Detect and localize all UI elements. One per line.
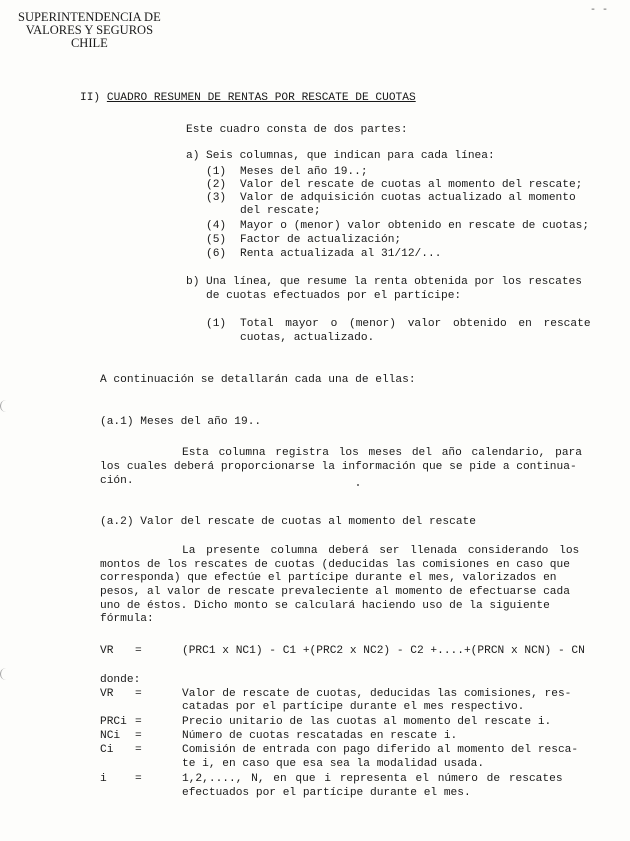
institution-header	[18, 11, 161, 50]
definition-eq: =	[135, 730, 142, 742]
definition-eq: =	[135, 688, 142, 700]
formula-eq: =	[135, 645, 142, 657]
list-item-text: Renta actualizada al 31/12/...	[240, 248, 442, 260]
definition-symbol: i	[100, 773, 107, 785]
a2-paragraph-line: montos de los rescates de cuotas (deducidas las comisiones en caso que	[100, 559, 570, 571]
list-item-text: Valor de adquisición cuotas actualizado al momento	[240, 192, 576, 204]
a2-paragraph-line: La presente columna deberá ser llenada considerando los	[182, 545, 580, 557]
definition-line: Valor de rescate de cuotas, deducidas las comisiones, res-	[182, 688, 572, 700]
section-title	[80, 92, 416, 105]
definition-symbol: Ci	[100, 744, 114, 756]
intro-text: Este cuadro consta de dos partes:	[186, 124, 408, 136]
part-a-label: a)	[186, 150, 200, 162]
part-b-line-2: de cuotas efectuados por el partícipe:	[206, 290, 462, 302]
definition-eq: =	[135, 773, 142, 785]
list-item-text: Meses del año 19..;	[240, 166, 368, 178]
formula-lhs: VR	[100, 645, 114, 657]
binding-hole-mark	[0, 668, 6, 680]
a2-paragraph-line: fórmula:	[100, 613, 154, 625]
part-b-item-line-1: Total mayor o (menor) valor obtenido en rescate	[240, 318, 591, 330]
definition-line: Comisión de entrada con pago diferido al momento del resca-	[182, 744, 579, 756]
definition-line: catadas por el partícipe durante el mes respectivo.	[182, 701, 525, 713]
binding-hole-mark	[0, 400, 6, 412]
donde-label: donde:	[100, 674, 141, 686]
header-line-1: SUPERINTENDENCIA DE	[18, 10, 161, 24]
a2-paragraph-line: pesos, al valor de rescate prevaleciente al momento de efectuarse cada	[100, 586, 570, 598]
list-item-num: (3)	[206, 192, 227, 204]
definition-eq: =	[135, 716, 142, 728]
list-item-num: (2)	[206, 179, 227, 191]
page-mark: - -	[590, 5, 609, 16]
definition-symbol: NCi	[100, 730, 121, 742]
formula-rhs: (PRC1 x NC1) - C1 +(PRC2 x NC2) - C2 +....+(PRCN x NCN) - CN	[182, 645, 585, 657]
a2-paragraph-line: corresponda) que efectúe el partícipe durante el mes, valorizados en	[100, 572, 557, 584]
list-item-text: Valor del rescate de cuotas al momento del rescate;	[240, 179, 583, 191]
section-title-text: CUADRO RESUMEN DE RENTAS POR RESCATE DE CUOTAS	[106, 92, 416, 104]
definition-line: efectuados por el partícipe durante el mes.	[182, 787, 471, 799]
definition-line: te i, en caso que esa sea la modalidad usada.	[182, 758, 485, 770]
definition-line: 1,2,...., N, en que i representa el número de rescates	[182, 773, 563, 785]
definition-line: Número de cuotas rescatadas en rescate i.	[182, 730, 458, 742]
list-item-text: Mayor o (menor) valor obtenido en rescate de cuotas;	[240, 220, 590, 232]
a2-paragraph-line: uno de éstos. Dicho monto se calculará haciendo uso de la siguiente	[100, 600, 550, 612]
part-b-label: b)	[186, 276, 200, 288]
list-item-num: (5)	[206, 234, 227, 246]
part-b-item-num: (1)	[206, 318, 227, 330]
header-line-3: CHILE	[70, 36, 108, 50]
header-line-2: VALORES Y SEGUROS	[25, 23, 154, 37]
a1-paragraph-line-1: Esta columna registra los meses del año calendario, para	[182, 447, 582, 459]
list-item-num: (1)	[206, 166, 227, 178]
definition-symbol: PRCi	[100, 716, 127, 728]
a1-heading: (a.1) Meses del año 19..	[100, 416, 262, 428]
speck	[357, 484, 359, 486]
list-item-text: del rescate;	[240, 205, 321, 217]
part-b-item-line-2: cuotas, actualizado.	[240, 332, 375, 344]
part-a-text: Seis columnas, que indican para cada línea:	[206, 150, 495, 162]
part-b-line-1: Una línea, que resume la renta obtenida por los rescates	[206, 276, 582, 288]
list-item-num: (4)	[206, 220, 227, 232]
definition-line: Precio unitario de las cuotas al momento del rescate i.	[182, 716, 552, 728]
list-item-num: (6)	[206, 248, 227, 260]
a1-paragraph-line-3: ción.	[100, 475, 134, 487]
definition-symbol: VR	[100, 688, 114, 700]
a1-paragraph-line-2: los cuales deberá proporcionarse la información que se pide a continua-	[100, 461, 577, 473]
definition-eq: =	[135, 744, 142, 756]
continue-text: A continuación se detallarán cada una de ellas:	[100, 374, 416, 386]
a2-heading: (a.2) Valor del rescate de cuotas al momento del rescate	[100, 516, 476, 528]
list-item-text: Factor de actualización;	[240, 234, 402, 246]
section-number: II)	[80, 92, 101, 104]
